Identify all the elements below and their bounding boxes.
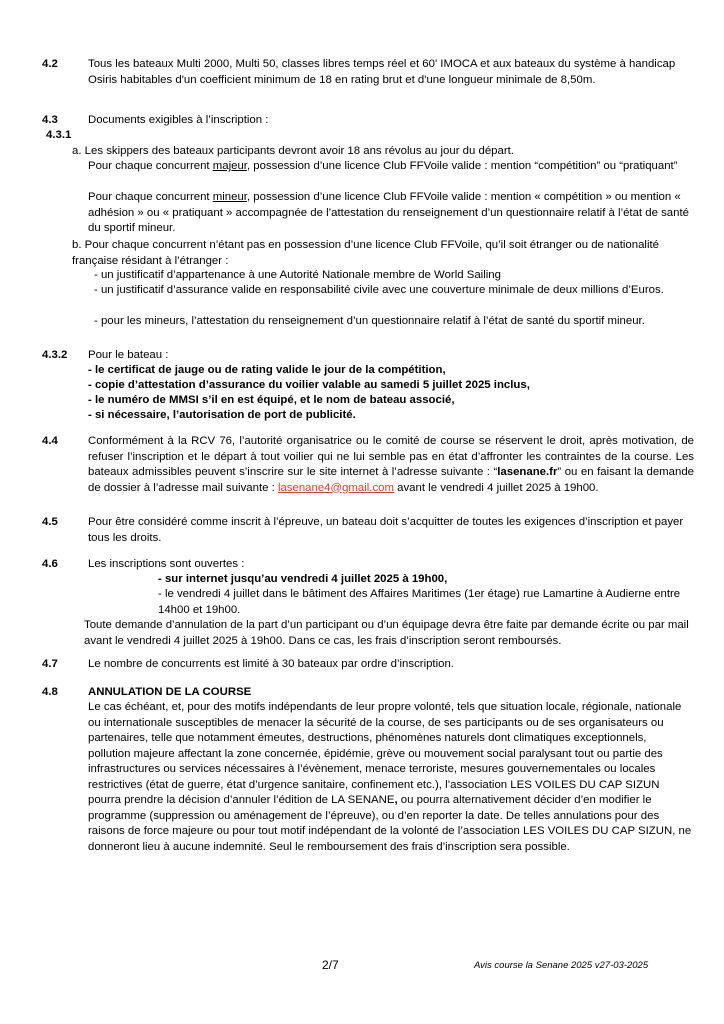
section-number-4-8: 4.8 [42,686,58,698]
s48-text-1: Le cas échéant, et, pour des motifs indépendants de leur propre volonté, tels que situation locale, régionale, nationale ou internationale susceptibles de menacer la sécurité de la course, de ses participants ou de ses organisateurs ou partenaires, telle que notamment émeutes, destructions, phénomènes naturels dont climatiques exceptionnels, pollution majeure affectant la zone concernée, épidémie, grève ou mouvement social paralysant tout ou partie des infrastructures ou services nécessaires à l’évènement, menace terroriste, mesures gouvernementales ou locales restrictives (état de guerre, état d’urgence sanitaire, confinement etc.), l’association LES VOILES DU CAP SIZUN pourra prendre la décision d’annuler l’édition de LA SENANE [88,701,682,806]
section-4-3-1-majeur [88,159,688,175]
section-number-4-3-1: 4.3.1 [46,129,72,141]
section-number-4-2: 4.2 [42,58,58,70]
s44-text-1: Conformément à la RCV 76, l’autorité organisatrice ou le comité de course se réservent le droit, après motivation, de refuser l’inscription et le départ à tout voilier qui ne lui semble pas en état d’affronter les contraintes de la course. Les bateaux admissibles peuvent s’inscrire sur le site internet à l’adresse suivante : “ [88,435,694,478]
boat-doc-item-1: - le certificat de jauge ou de rating valide le jour de la compétition, [88,364,446,376]
mineur-post: , possession d’une licence Club FFVoile valide : mention « compétition » ou mention « adhésion » ou « pratiquant » accompagnée de l’attestation du renseignement d’un questionnaire relatif à l’état de santé du sportif mineur. [88,191,689,234]
s44-text-2: ” ou en faisant la demande de dossier à l’adresse mail suivante : [88,466,694,494]
inscription-item-1 [158,572,678,588]
section-4-2-text: Tous les bateaux Multi 2000, Multi 50, classes libres temps réel et 60' IMOCA et aux bateaux du système à handicap Osiris habitables d'un coefficient minimum de 18 en rating brut et d'une longueur minimale de 8,50m. [88,58,676,86]
majeur-word: majeur [212,160,247,172]
section-4-3-text: Documents exigibles à l’inscription : [88,114,269,126]
s48-bold-comma: , [394,794,398,806]
site-link[interactable]: lasenane.fr [497,466,558,478]
b-item-3: - pour les mineurs, l’attestation du renseignement d’un questionnaire relatif à l’état de santé du sportif mineur. [94,315,645,327]
boat-doc-item-4: - si nécessaire, l’autorisation de port de publicité. [88,409,356,421]
section-4-3-1-b-line: b. Pour chaque concurrent n’étant pas en possession d’une licence Club FFVoile, qu’il soit étranger ou de nationalité française résidant à l’étranger : [72,239,659,267]
page-number: 2/7 [322,958,339,972]
section-number-4-3: 4.3 [42,114,58,126]
section-number-4-3-2: 4.3.2 [42,349,68,361]
section-number-4-4: 4.4 [42,435,58,447]
section-number-4-6: 4.6 [42,558,58,570]
majeur-pre: Pour chaque concurrent [88,160,213,172]
mineur-word: mineur [212,191,247,203]
s48-text-2: ou pourra alternativement décider d’en modifier le programme (suppression ou aménagement de l’épreuve), ou d’en reporter la date. De telles annulations pour des raisons de force majeure ou pour tout motif indépendant de la volonté de l’association LES VOILES DU CAP SIZUN, ne donneront lieu à aucune indemnité. Seul le remboursement des frais d’inscription sera possible. [88,794,692,853]
section-number-4-5: 4.5 [42,516,58,528]
b-item-2: - un justificatif d’assurance valide en responsabilité civile avec une couverture minimale de deux millions d’Euros. [94,284,664,296]
section-4-3-2-intro: Pour le bateau : [88,349,169,361]
section-4-3-1-a-line: a. Les skippers des bateaux participants devront avoir 18 ans révolus au jour du départ. [72,145,514,157]
document-version: Avis course la Senane 2025 v27-03-2025 [474,960,649,971]
boat-doc-item-2: - copie d’attestation d’assurance du voilier valable au samedi 5 juillet 2025 inclus, [88,379,530,391]
boat-doc-item-3: - le numéro de MMSI s’il en est équipé, et le nom de bateau associé, [88,394,455,406]
b-item-1: - un justificatif d’appartenance à une Autorité Nationale membre de World Sailing [94,269,501,281]
email-link[interactable]: lasenane4@gmail.com [277,481,394,494]
annulation-participant-text: Toute demande d’annulation de la part d’un participant ou d’un équipage devra être faite par demande écrite ou par mail avant le vendredi 4 juillet 2025 à 19h00. Dans ce cas, les frais d’inscription seront remboursés. [84,619,689,647]
section-4-3-1-mineur [88,190,693,237]
section-4-8-title: ANNULATION DE LA COURSE [88,686,252,698]
section-4-4-text [88,434,694,496]
section-4-7-text: Le nombre de concurrents est limité à 30 bateaux par ordre d’inscription. [88,658,454,670]
inscription-item-2: - le vendredi 4 juillet dans le bâtiment des Affaires Maritimes (1er étage) rue Lamartine à Audierne entre 14h00 et 19h00. [158,588,681,616]
majeur-post: , possession d’une licence Club FFVoile valide : mention “compétition” ou “pratiquant” [246,160,678,172]
s44-text-3: avant le vendredi 4 juillet 2025 à 19h00. [393,481,599,494]
inscription-item-1-text: - sur internet jusqu’au vendredi 4 juillet 2025 à 19h00, [158,573,448,585]
section-number-4-7: 4.7 [42,658,58,670]
mineur-pre: Pour chaque concurrent [88,191,213,203]
section-4-8-text [88,700,692,855]
section-4-5-text: Pour être considéré comme inscrit à l’épreuve, un bateau doit s’acquitter de toutes les exigences d’inscription et payer tous les droits. [88,516,684,544]
section-4-6-intro: Les inscriptions sont ouvertes : [88,558,245,570]
